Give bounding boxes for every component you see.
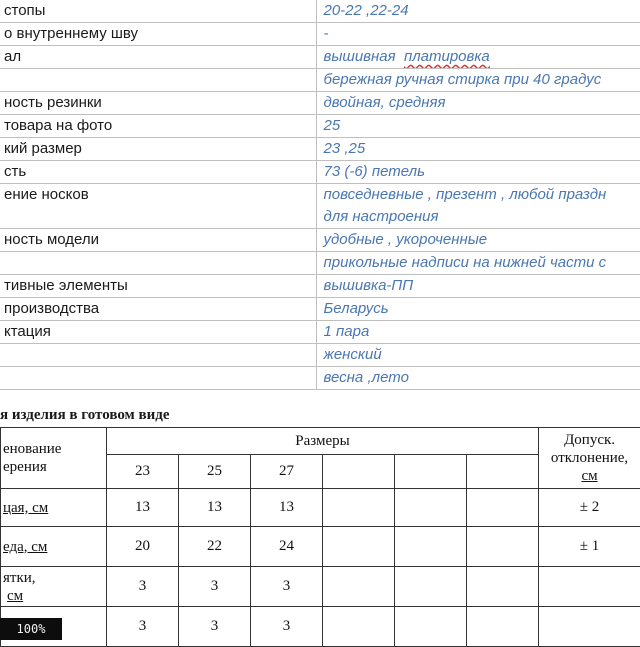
tolerance-header-unit: см — [581, 468, 597, 484]
measurement-value: 13 — [107, 489, 179, 527]
spec-row — [0, 298, 640, 321]
spec-value: бережная ручная стирка при 40 градус — [316, 69, 640, 92]
empty-cell — [323, 567, 395, 607]
spec-key: тивные элементы — [0, 275, 316, 298]
measurement-value: 13 — [179, 489, 251, 527]
size-cell: 23 — [107, 455, 179, 489]
empty-cell — [323, 489, 395, 527]
empty-size-cell — [467, 455, 539, 489]
measurement-name-unit: см — [3, 588, 23, 604]
measurement-name — [1, 527, 107, 567]
empty-cell — [395, 489, 467, 527]
size-cell: 25 — [179, 455, 251, 489]
spec-row — [0, 321, 640, 344]
tolerance-header-text: Допуск. отклонение, — [551, 432, 628, 466]
tolerance-value — [539, 567, 640, 607]
spec-value: 1 пара — [316, 321, 640, 344]
spec-key: производства — [0, 298, 316, 321]
empty-cell — [467, 607, 539, 647]
spec-value — [316, 184, 640, 229]
measurement-name-text: цая, см — [3, 500, 48, 516]
tolerance-value: ± 1 — [539, 527, 640, 567]
size-header-row — [1, 428, 640, 455]
empty-cell — [323, 607, 395, 647]
measurement-name-text: ятки, — [3, 570, 36, 586]
spec-value-line: повседневные , презент , любой праздн — [324, 184, 640, 206]
spec-key: товара на фото — [0, 115, 316, 138]
spec-key: сть — [0, 161, 316, 184]
measurement-value: 3 — [179, 607, 251, 647]
spec-key: ение носков — [0, 184, 316, 229]
sizes-header: Размеры — [107, 428, 539, 455]
measurement-row — [1, 527, 640, 567]
spec-value-part: вышивная — [324, 48, 404, 65]
spec-value: удобные , укороченные — [316, 229, 640, 252]
spec-row — [0, 69, 640, 92]
spec-key: стопы — [0, 0, 316, 23]
measurement-name — [1, 489, 107, 527]
empty-size-cell — [395, 455, 467, 489]
measurement-value: 3 — [179, 567, 251, 607]
measurement-row — [1, 607, 640, 647]
measurement-name-text: еда, см — [3, 539, 47, 555]
measurement-row — [1, 567, 640, 607]
spec-value: - — [316, 23, 640, 46]
spec-value: 25 — [316, 115, 640, 138]
spec-key: о внутреннему шву — [0, 23, 316, 46]
spec-value: 73 (-6) петель — [316, 161, 640, 184]
spec-row — [0, 184, 640, 229]
empty-cell — [467, 527, 539, 567]
spec-value: 20-22 ,22-24 — [316, 0, 640, 23]
spec-row — [0, 344, 640, 367]
empty-size-cell — [323, 455, 395, 489]
spec-value: прикольные надписи на нижней части с — [316, 252, 640, 275]
spec-row — [0, 229, 640, 252]
spec-key: ность резинки — [0, 92, 316, 115]
spec-value: женский — [316, 344, 640, 367]
size-table — [0, 427, 640, 647]
empty-cell — [323, 527, 395, 567]
measurement-value: 3 — [107, 567, 179, 607]
measurement-value: 13 — [251, 489, 323, 527]
spec-row — [0, 23, 640, 46]
spec-row — [0, 161, 640, 184]
empty-cell — [467, 489, 539, 527]
measurement-value: 3 — [107, 607, 179, 647]
tolerance-header — [539, 428, 640, 489]
spec-key — [0, 367, 316, 390]
spec-key — [0, 252, 316, 275]
spec-value: вышивка-ПП — [316, 275, 640, 298]
empty-cell — [395, 567, 467, 607]
spec-row — [0, 46, 640, 69]
measurement-name — [1, 567, 107, 607]
spec-value — [316, 46, 640, 69]
empty-cell — [467, 567, 539, 607]
tolerance-value: ± 2 — [539, 489, 640, 527]
spec-key: ал — [0, 46, 316, 69]
size-table-title: я изделия в готовом виде — [0, 407, 170, 424]
spec-value: 23 ,25 — [316, 138, 640, 161]
tolerance-value — [539, 607, 640, 647]
spec-row — [0, 275, 640, 298]
spec-row — [0, 0, 640, 23]
measurement-row — [1, 489, 640, 527]
spec-key: ность модели — [0, 229, 316, 252]
measurement-value: 3 — [251, 607, 323, 647]
empty-cell — [395, 527, 467, 567]
spec-row — [0, 138, 640, 161]
zoom-level-indicator[interactable]: 100% — [0, 618, 62, 640]
spec-key: ктация — [0, 321, 316, 344]
spec-value: Беларусь — [316, 298, 640, 321]
measurement-value: 24 — [251, 527, 323, 567]
spec-row — [0, 92, 640, 115]
measurement-value: 22 — [179, 527, 251, 567]
measurement-value: 3 — [251, 567, 323, 607]
spec-row — [0, 367, 640, 390]
size-cell: 27 — [251, 455, 323, 489]
spec-key — [0, 69, 316, 92]
measurement-name-header: енование ерения — [1, 428, 107, 489]
spec-value-line: для настроения — [324, 206, 640, 228]
spell-marked-word: платировка — [404, 48, 490, 65]
spec-row — [0, 252, 640, 275]
spec-key — [0, 344, 316, 367]
spec-value: двойная, средняя — [316, 92, 640, 115]
measurement-value: 20 — [107, 527, 179, 567]
spec-value: весна ,лето — [316, 367, 640, 390]
spec-key: кий размер — [0, 138, 316, 161]
spec-row — [0, 115, 640, 138]
empty-cell — [395, 607, 467, 647]
